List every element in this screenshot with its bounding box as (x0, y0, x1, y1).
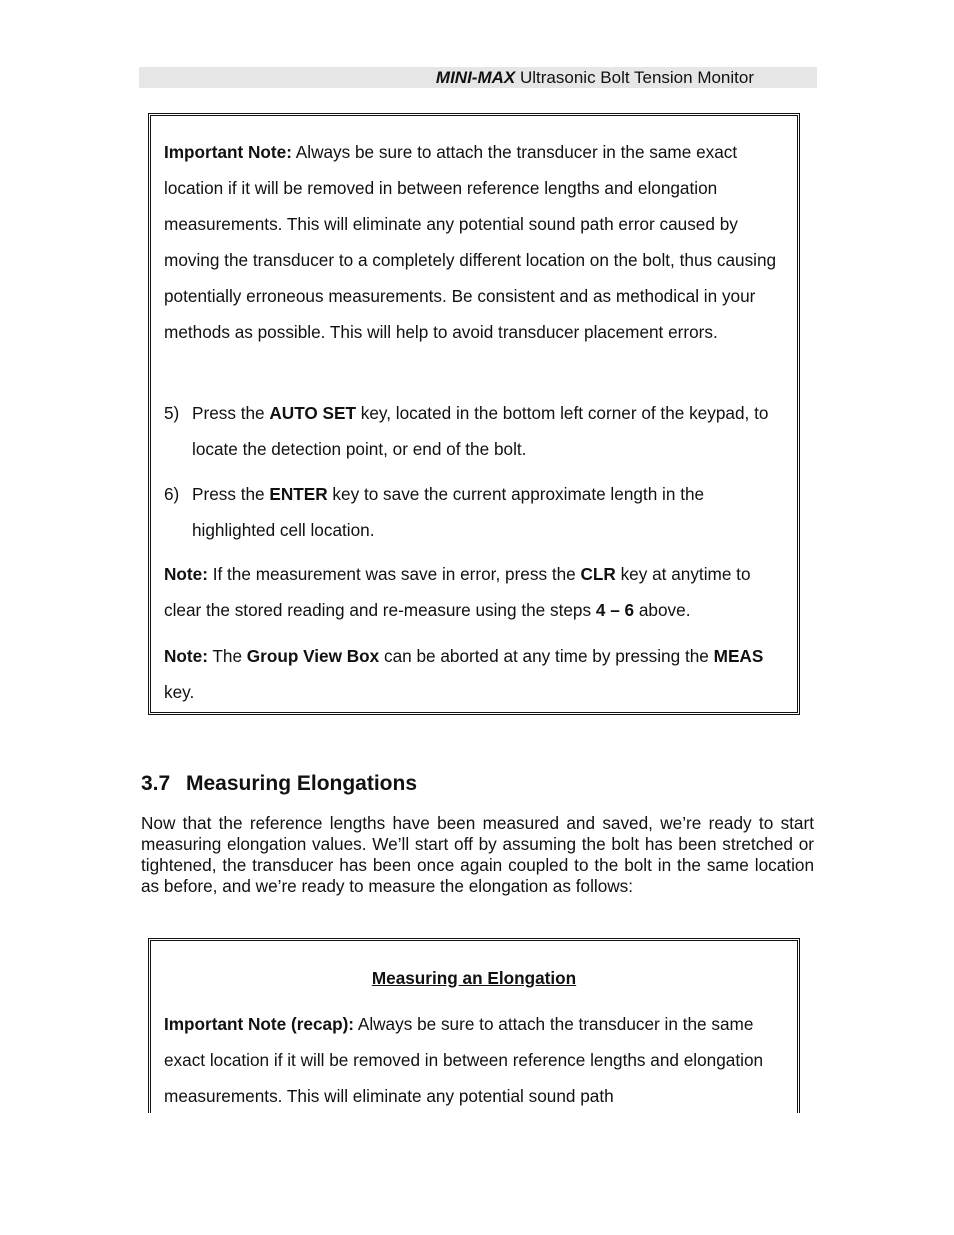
steps-range: 4 – 6 (595, 600, 635, 620)
section-heading (141, 770, 417, 798)
page-header (139, 67, 817, 88)
meas-key: MEAS (713, 646, 764, 666)
important-note-box (148, 113, 800, 715)
note-abort (164, 638, 787, 710)
auto-set-key: AUTO SET (269, 403, 356, 423)
note-clear-mid: key at anytime to clear the stored reading and re-measure using the steps (164, 564, 751, 620)
note-clear-post: above. (634, 600, 691, 620)
measuring-elongation-box (148, 938, 800, 1113)
note-clear (164, 556, 787, 628)
important-note-text: Always be sure to attach the transducer in the same exact location if it will be removed in between reference lengths and elongation measurements. This will eliminate any potential sound path error caused by moving the transducer to a completely different location on the bolt, thus causing potentially erroneous measurements. Be consistent and as methodical in your methods as possible. This will help to avoid transducer placement errors. (164, 142, 777, 342)
group-view-box-label: Group View Box (246, 646, 380, 666)
box-heading: Measuring an Elongation (371, 968, 577, 988)
note-abort-mid: can be aborted at any time by pressing the (379, 646, 714, 666)
step-5-number: 5) (164, 403, 180, 423)
step-5-text-post: key, located in the bottom left corner of the keypad, to locate the detection point, or end of the bolt. (192, 403, 769, 459)
note-clear-pre: If the measurement was save in error, press the (207, 564, 581, 584)
header-title (436, 68, 754, 88)
enter-key: ENTER (269, 484, 328, 504)
recap-note-label: Important Note (recap): (164, 1014, 355, 1034)
section-number: 3.7 (141, 772, 171, 795)
recap-paragraph (164, 1006, 787, 1114)
section-title: Measuring Elongations (186, 772, 418, 795)
section-intro: Now that the reference lengths have been measured and saved, we’re ready to start measuring elongation values. We’ll start off by assuming the bolt has been stretched or tightened, the transducer has been once again coupled to the bolt in the same location as before, and we’re ready to measure the elongation as follows: (141, 813, 814, 896)
header-product: Ultrasonic Bolt Tension Monitor (519, 68, 754, 87)
note-abort-pre: The (207, 646, 247, 666)
clr-key: CLR (580, 564, 616, 584)
header-brand: MINI-MAX (435, 68, 516, 87)
step-5-text-pre: Press the (192, 403, 270, 423)
note-abort-post: key. (164, 682, 195, 702)
note-label: Note: (164, 646, 208, 666)
important-note-label: Important Note: (164, 142, 292, 162)
step-6-text-pre: Press the (192, 484, 270, 504)
important-note-paragraph (164, 134, 787, 350)
recap-note-text: Always be sure to attach the transducer in the same exact location if it will be removed in between reference lengths and elongation measurements. This will eliminate any potential sound path (164, 1014, 764, 1106)
step-6-number: 6) (164, 484, 180, 504)
note-label: Note: (164, 564, 208, 584)
step-6-text-post: key to save the current approximate length in the highlighted cell location. (192, 484, 705, 540)
